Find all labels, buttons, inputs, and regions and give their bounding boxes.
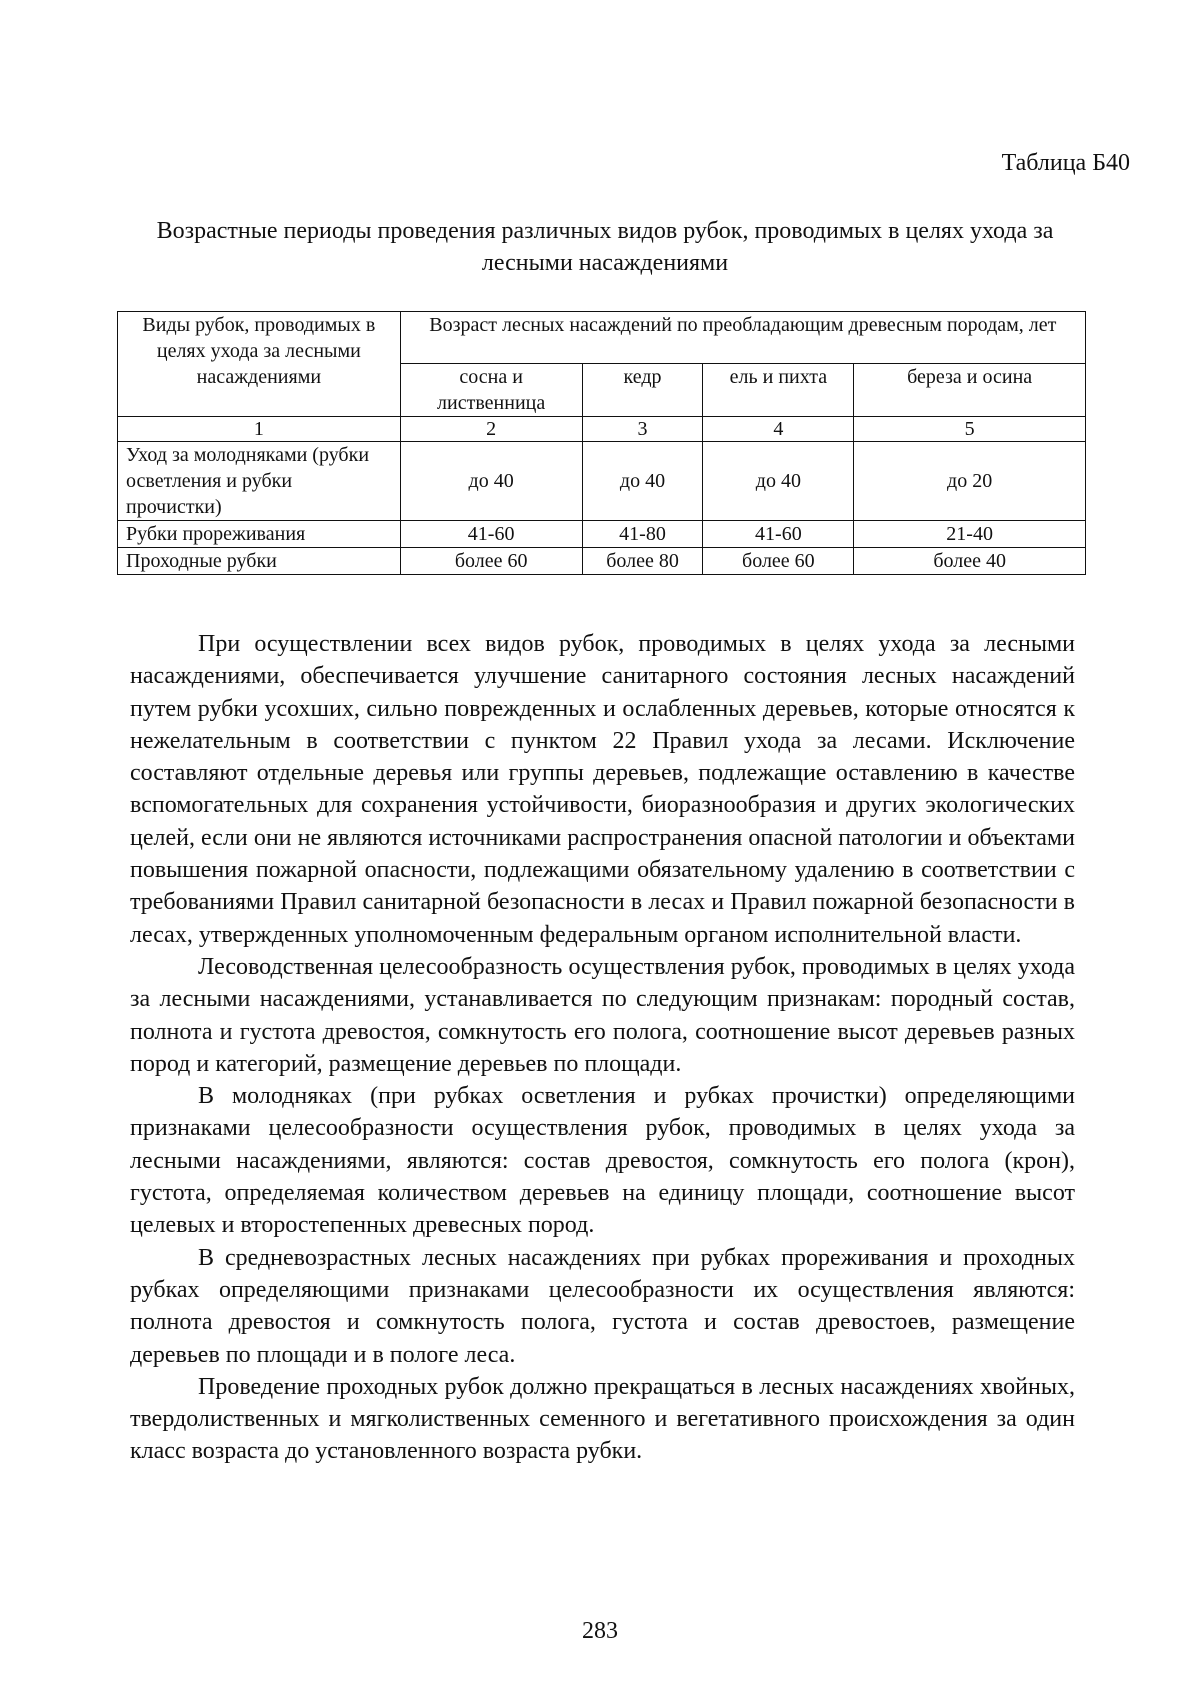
column-number: 5 xyxy=(854,417,1086,442)
body-text xyxy=(130,628,1075,1468)
subheader-pine-larch: сосна и лиственница xyxy=(400,364,582,417)
table-cell: более 60 xyxy=(703,548,854,575)
paragraph: Лесоводственная целесообразность осуществления рубок, проводимых в целях ухода за лесными насаждениями, устанавливается по следующим признакам: породный состав, полнота и густота древостоя, сомкнутость его полога, соотношение высот деревьев разных пород и категорий, размещение деревьев по площади. xyxy=(130,953,1075,1077)
row-name: Рубки прореживания xyxy=(118,521,401,548)
table-title: Возрастные периоды проведения различных видов рубок, проводимых в целях ухода за лесными насаждениями xyxy=(156,218,1054,276)
paragraph: В средневозрастных лесных насаждениях при рубках прореживания и проходных рубках определяющими признаками целесообразности их осуществления являются: полнота древостоя и сомкнутость полога, густота и состав древостоев, размещение деревьев по площади и в пологе леса. xyxy=(130,1244,1075,1368)
table-cell: до 20 xyxy=(854,442,1086,521)
row-name: Проходные рубки xyxy=(118,548,401,575)
table-cell: до 40 xyxy=(582,442,703,521)
age-periods-table xyxy=(117,311,1086,575)
table-cell: более 40 xyxy=(854,548,1086,575)
table-cell: более 60 xyxy=(400,548,582,575)
table-row xyxy=(118,442,1086,521)
row-name: Уход за молодняками (рубки осветления и рубки прочистки) xyxy=(118,442,401,521)
subheader-birch-aspen: береза и осина xyxy=(854,364,1086,417)
table-cell: более 80 xyxy=(582,548,703,575)
subheader-spruce-fir: ель и пихта xyxy=(703,364,854,417)
table-cell: 41-60 xyxy=(703,521,854,548)
header-age-group: Возраст лесных насаждений по преобладающим древесным породам, лет xyxy=(400,312,1085,364)
column-number: 3 xyxy=(582,417,703,442)
column-number: 4 xyxy=(703,417,854,442)
column-number: 2 xyxy=(400,417,582,442)
table-cell: до 40 xyxy=(703,442,854,521)
table-cell: 41-80 xyxy=(582,521,703,548)
header-cutting-types: Виды рубок, проводимых в целях ухода за лесными насаждениями xyxy=(118,312,401,417)
page-number: 283 xyxy=(582,1618,618,1644)
paragraph: Проведение проходных рубок должно прекращаться в лесных насаждениях хвойных, твердолиственных и мягколиственных семенного и вегетативного происхождения за один класс возраста до установленного возраста рубки. xyxy=(130,1373,1075,1465)
table-row xyxy=(118,521,1086,548)
table-cell: 41-60 xyxy=(400,521,582,548)
table-cell: 21-40 xyxy=(854,521,1086,548)
column-number: 1 xyxy=(118,417,401,442)
paragraph: В молодняках (при рубках осветления и рубках прочистки) определяющими признаками целесообразности осуществления рубок, проводимых в целях ухода за лесными насаждениями, являются: состав древостоя, сомкнутость его полога (крон), густота, определяемая количеством деревьев на единицу площади, соотношение высот целевых и второстепенных древесных пород. xyxy=(130,1083,1075,1239)
paragraph: При осуществлении всех видов рубок, проводимых в целях ухода за лесными насаждениями, обеспечивается улучшение санитарного состояния лесных насаждений путем рубки усохших, сильно поврежденных и ослабленных деревьев, которые относятся к нежелательным в соответствии с пунктом 22 Правил ухода за лесами. Исключение составляют отдельные деревья или группы деревьев, подлежащие оставлению в качестве вспомогательных для сохранения устойчивости, биоразнообразия и других экологических целей, если они не являются источниками распространения опасной патологии и объектами повышения пожарной опасности, подлежащими обязательному удалению в соответствии с требованиями Правил санитарной безопасности в лесах и Правил пожарной безопасности в лесах, утвержденных уполномоченным федеральным органом исполнительной власти. xyxy=(130,631,1075,948)
table-row xyxy=(118,548,1086,575)
table-label: Таблица Б40 xyxy=(1001,150,1130,176)
table-cell: до 40 xyxy=(400,442,582,521)
subheader-cedar: кедр xyxy=(582,364,703,417)
